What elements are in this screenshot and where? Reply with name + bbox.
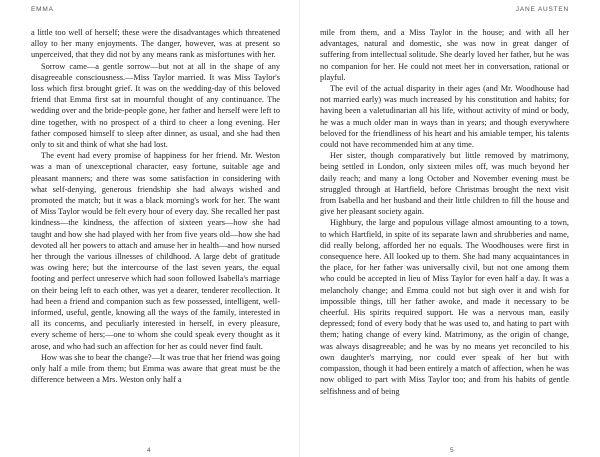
running-head-left: EMMA xyxy=(31,6,54,13)
paragraph: The evil of the actual disparity in their ages (and Mr. Woodhouse had not married early) was much increased by his constitution and habits; for having been a valetudinarian all his life, without activity of mind or body, he was a much older man in ways than in years; and though everywhere beloved for the friendliness of his heart and his amiable temper, his talents could not have recommended him at any time. xyxy=(320,84,569,150)
page-number-left: 4 xyxy=(147,447,151,454)
right-page xyxy=(300,0,600,457)
paragraph: The event had every promise of happiness for her friend. Mr. Weston was a man of unexceptional character, easy fortune, suitable age and pleasant manners; and there was some satisfaction in considering with what self-denying, generous friendship she had always wished and promoted the match; but it was a black morning's work for her. The want of Miss Taylor would be felt every hour of every day. She recalled her past kindness—the kindness, the affection of sixteen years—how she had taught and how she had played with her from five years old—how she had devoted all her powers to attach and amuse her in health—and how nursed her through the various illnesses of childhood. A large debt of gratitude was owing here; but the intercourse of the last seven years, the equal footing and perfect unreserve which had soon followed Isabella's marriage on their being left to each other, was yet a dearer, tenderer recollection. It had been a friend and companion such as few possessed, intelligent, well-informed, useful, gentle, knowing all the ways of the family, interested in all its concerns, and peculiarly interested in herself, in every pleasure, every scheme of hers;—one to whom she could speak every thought as it arose, and who had such an affection for her as could never find fault. xyxy=(31,151,280,351)
paragraph: Highbury, the large and populous village almost amounting to a town, to which Hartfield, in spite of its separate lawn and shrubberies and name, did really belong, afforded her no equals. The Woodhouses were first in consequence here. All looked up to them. She had many acquaintances in the place, for her father was universally civil, but not one among them who could be accepted in lieu of Miss Taylor for even half a day. It was a melancholy change; and Emma could not but sigh over it and wish for impossible things, till her father awoke, and made it necessary to be cheerful. His spirits required support. He was a nervous man, easily depressed; fond of every body that he was used to, and hating to part with them; hating change of every kind. Matrimony, as the origin of change, was always disagreeable; and he was by no means yet reconciled to his own daughter's marrying, nor could ever speak of her but with compassion, though it had been entirely a match of affection, when he was now obliged to part with Miss Taylor too; and from his habits of gentle selfishness and of being xyxy=(320,218,569,396)
paragraph: Her sister, though comparatively but little removed by matrimony, being settled in London, only sixteen miles off, was much beyond her daily reach; and many a long October and November evening must be struggled through at Hartfield, before Christmas brought the next visit from Isabella and her husband and their little children to fill the house and give her pleasant society again. xyxy=(320,151,569,217)
paragraph: Sorrow came—a gentle sorrow—but not at all in the shape of any disagreeable consciousness.—Miss Taylor married. It was Miss Taylor's loss which first brought grief. It was on the wedding-day of this beloved friend that Emma first sat in mournful thought of any continuance. The wedding over and the bride-people gone, her father and herself were left to dine together, with no prospect of a third to cheer a long evening. Her father composed himself to sleep after dinner, as usual, and she had then only to sit and think of what she had lost. xyxy=(31,61,280,150)
paragraph: mile from them, and a Miss Taylor in the house; and with all her advantages, natural and domestic, she was now in great danger of suffering from intellectual solitude. She dearly loved her father, but he was no companion for her. He could not meet her in conversation, rational or playful. xyxy=(320,28,569,82)
left-page-text xyxy=(31,27,280,386)
page-number-right: 5 xyxy=(450,447,454,454)
paragraph: How was she to bear the change?—It was true that her friend was going only half a mile from them; but Emma was aware that great must be the difference between a Mrs. Weston only half a xyxy=(31,352,280,385)
running-head-right: JANE AUSTEN xyxy=(515,6,569,13)
paragraph: a little too well of herself; these were the disadvantages which threatened alloy to her many enjoyments. The danger, however, was at present so unperceived, that they did not by any means rank as misfortunes with her. xyxy=(31,28,280,60)
right-page-text xyxy=(320,27,569,397)
